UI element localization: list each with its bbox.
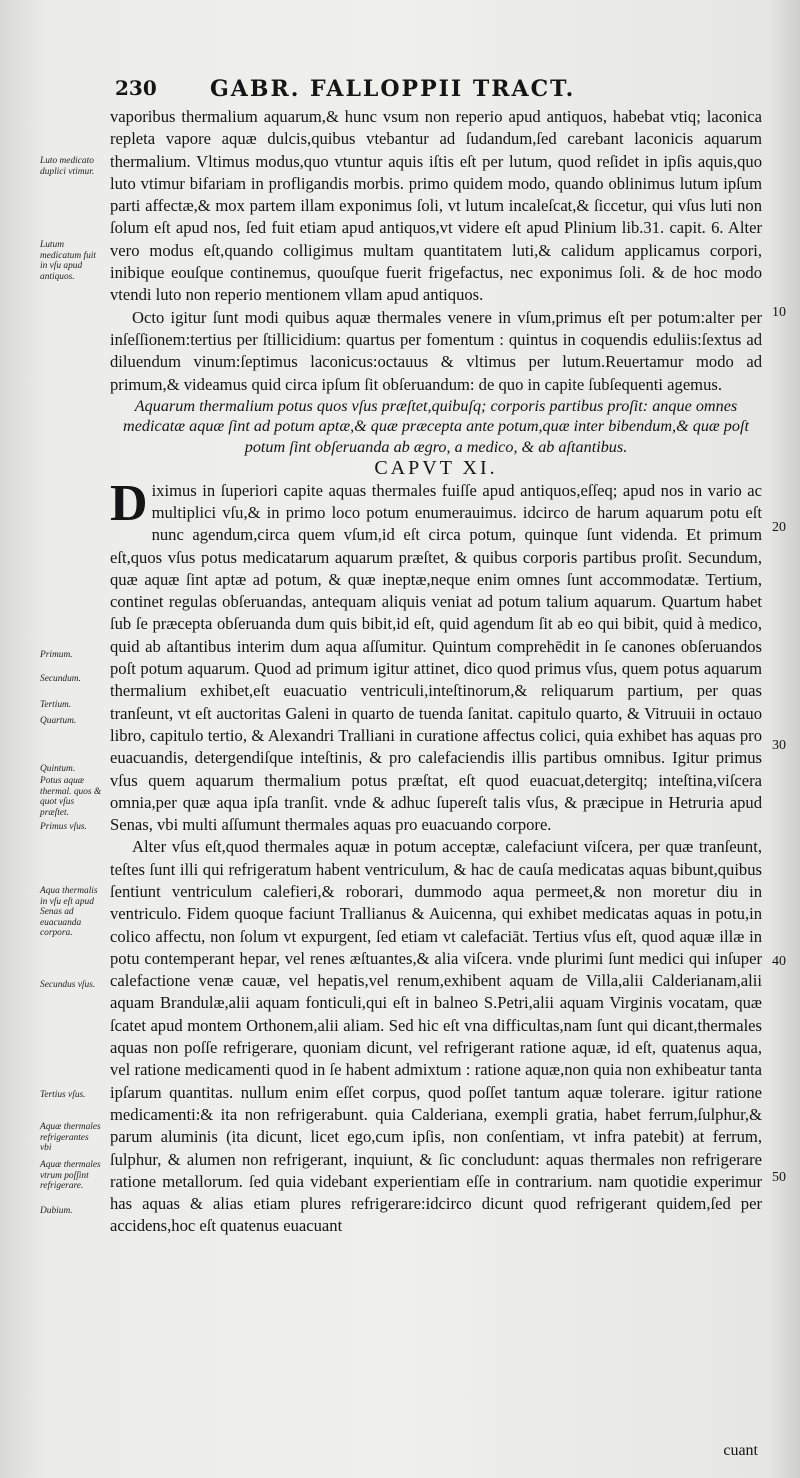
marginal-note: Potus aquæ thermal. quos & quot vſus præſtet.: [40, 776, 102, 818]
line-number: 30: [772, 738, 786, 753]
marginal-note: Quartum.: [40, 716, 77, 726]
page-header: [115, 76, 755, 102]
running-title: GABR. FALLOPPII TRACT.: [210, 76, 576, 102]
marginal-note: Tertius vſus.: [40, 1090, 86, 1100]
line-number: 20: [772, 520, 786, 535]
intro-paragraph: vaporibus thermalium aquarum,& hunc vsum non reperio apud antiquos, habebat vtiq; laconica repleta vapore aquæ dulcis,quibus vtebantur ad ſudandum,ſed carebant laconicis aquarum thermalium. Vltimus modus,quo vtuntur aquis iſtis eſt per lutum, quod reſidet in ipſis aquis,quo luto vtimur bifariam in profligandis morbis. primo quidem modo, quando oblinimus lutum ipſum parti affectæ,& mox partem illam exponimus ſoli, vt lutum incaleſcat,& ſiccetur, qui vſus luti non ſolum eſt apud nos, ſed fuit etiam apud antiquos,vt videre eſt apud Plinium lib.31. capit. 6. Alter vero modus eſt,quando colligimus multam quantitatem luti,& calidum applicamus corpori, inibique eouſque continemus, quouſque fuerit frigefactus, nec exponimus ſoli. & de hoc modo vtendi luto non reperio mentionem vllam apud antiquos.: [110, 107, 762, 305]
line-number: 10: [772, 305, 786, 320]
catchword: cuant: [723, 1442, 758, 1459]
chapter-paragraph-2: Alter vſus eſt,quod thermales aquæ in potum acceptæ, calefaciunt viſcera, per quæ tranſeunt, teſtes ſunt illi qui refrigeratum habent ventriculum, & hac de cauſa medicatas aquas bibunt,quibus ſentiunt ventriculum calefieri,& roborari, dummodo aqua permeet,& non moretur diu in ventriculo. Fidem quoque faciunt Trallianus & Auicenna, qui exhibet medicatas aquas in potu,in colico affectu, non ſolum vt expurgent, ſed etiam vt calefaciāt. Tertius vſus eſt, quod aquæ illæ in potu contemperant hepar, vel renes æſtuantes,& alia viſcera. vnde plurimi ſunt medici qui inſuper calefactione venæ cauæ, vel hepatis,vel renum,exhibent aquam de Villa,alii Calderianam,alii aquam Brandulæ,alii aquam fonticuli,qui eſt in balneo S.Petri,alii aquam Virginis vocatam, quæ ſcatet apud montem Orthonem,alii aliam. Sed hic eſt vna difficultas,nam ſunt qui dicant,thermales aquas non poſſe refrigerare, quoniam dicunt, vel refrigerant ratione aquæ, id eſt, quatenus aqua, vel ratione medicamenti quod in ſe habent admixtum : ratione aquæ,non quia non exhibeatur tanta ipſarum quantitas. nullum enim eſſet corpus, quod poſſet tantum aquæ tolerare. igitur ratione medicamenti:& ita non refrigerabunt. quia Calderiana, exempli gratia, habet ferrum,ſulphur,& parum aluminis (ita dicunt, licet ego,cum ipſis, non conſentiam, vt infra patebit) at ferrum, ſulphur, & alumen non refrigerant, inquiunt, & ſic concludunt: aquas thermales non refrigerare ratione metallorum. ſed quia videbant experientiam eſſe in contrarium. nam quotidie experimur has aquas & alias etiam plures refrigerare:idcirco dicunt quod refrigerant quidem,ſed per accidens,hoc eſt quatenus euacuant: [110, 837, 762, 1236]
marginal-note: Luto medicato duplici vtimur.: [40, 156, 95, 177]
marginal-note: Aquæ thermales refrigerantes vbi: [40, 1122, 101, 1153]
marginal-note: Aqua thermalis in vſu eſt apud Senas ad euacuanda corpora.: [40, 886, 98, 938]
marginal-note: Dubium.: [40, 1206, 73, 1216]
line-number: 50: [772, 1170, 786, 1185]
chapter-summary-heading: Aquarum thermalium potus quos vſus præſtet,quibuſq; corporis partibus proſit: anque omnes medicatæ aquæ ſint ad potum aptæ,& quæ præcepta ante potum,quæ inter bibendum,& quæ poſt potum ſint obſeruanda ab ægro, a medico, & ab aſtantibus.: [123, 396, 749, 456]
chapter-title: CAPVT XI.: [374, 457, 498, 480]
summary-paragraph: Octo igitur ſunt modi quibus aquæ thermales venere in vſum,primus eſt per potum:alter per inſeſſionem:tertius per ſtillicidium: quartus per fomentum : quintus in coquendis eduliis:ſextus ad diluendum vinum:ſeptimus laconicus:octauus & vltimus per lutum.Reuertamur modo ad primum,& videamus quid circa ipſum ſit obſeruandum: de quo in capite ſubſequenti agemus.: [110, 307, 762, 394]
chapter-paragraph-1: Diximus in ſuperiori capite aquas thermales fuiſſe apud antiquos,eſſeq; apud nos in vario ac multiplici vſu,& in primo loco potum enumerauimus. idcirco de harum aquarum potu eſt nunc agendum,circa quem vſum,id eſt circa potum, quinque ſunt videnda. Et primum eſt,quos vſus potus medicatarum aquarum præſtet, & quibus corporis partibus proſit. Secundum, quæ aquæ ſint aptæ ad potum, & quæ ineptæ,neque enim omnes ſunt accommodatæ. Tertium, continet regulas obſeruandas, antequam aliquis veniat ad potum talium aquarum. Quartum habet ſub ſe præcepta obſeruanda dum quis bibit,id eſt, quid agendum ſit ab eo qui bibit, quid à medico, quid ab aſtantibus interim dum aqua aſſumitur. Quintum comprehēdit in ſe canones obſeruandos poſt potum aquarum. Quod ad primum igitur attinet, dico quod primus vſus, quem potus aquarum thermalium exhibet,eſt euacuatio ventriculi,inteſtinorum,& reliquarum partium, per quas tranſeunt, vt eſt auctoritas Galeni in quarto de tuenda ſanitat. capitulo quarto, & Vitruuii in octauo libro, capitulo tertio, & Alexandri Tralliani in curatione affectus colici, quia exhibet has aquas pro euacuandis, detergendiſque inteſtinis, & pro calefaciendis illis partibus omnibus. Igitur primus vſus quem aquarum thermalium potus præſtat, eſt quod euacuat,detergitq; inteſtina,viſcera omnia,per quæ aqua ipſa tranſit. vnde & adhuc ſupereſt talis vſus, & præcipue in Hetruria apud Senas, vbi multi aſſumunt thermales aquas pro euacuando corpore.: [110, 474, 762, 835]
main-text: [110, 106, 762, 1238]
line-number: 40: [772, 954, 786, 969]
marginal-note: Quintum.: [40, 764, 76, 774]
marginal-note: Lutum medicatum fuit in vſu apud antiquos.: [40, 240, 96, 282]
marginal-note: Tertium.: [40, 700, 72, 710]
marginal-note: Aquæ thermales vtrum poſſint refrigerare.: [40, 1160, 101, 1191]
marginal-note: Primum.: [40, 650, 73, 660]
marginal-note: Primus vſus.: [40, 822, 87, 832]
marginal-note: Secundum.: [40, 674, 81, 684]
page-number: 230: [115, 76, 157, 100]
marginal-note: Secundus vſus.: [40, 980, 96, 990]
